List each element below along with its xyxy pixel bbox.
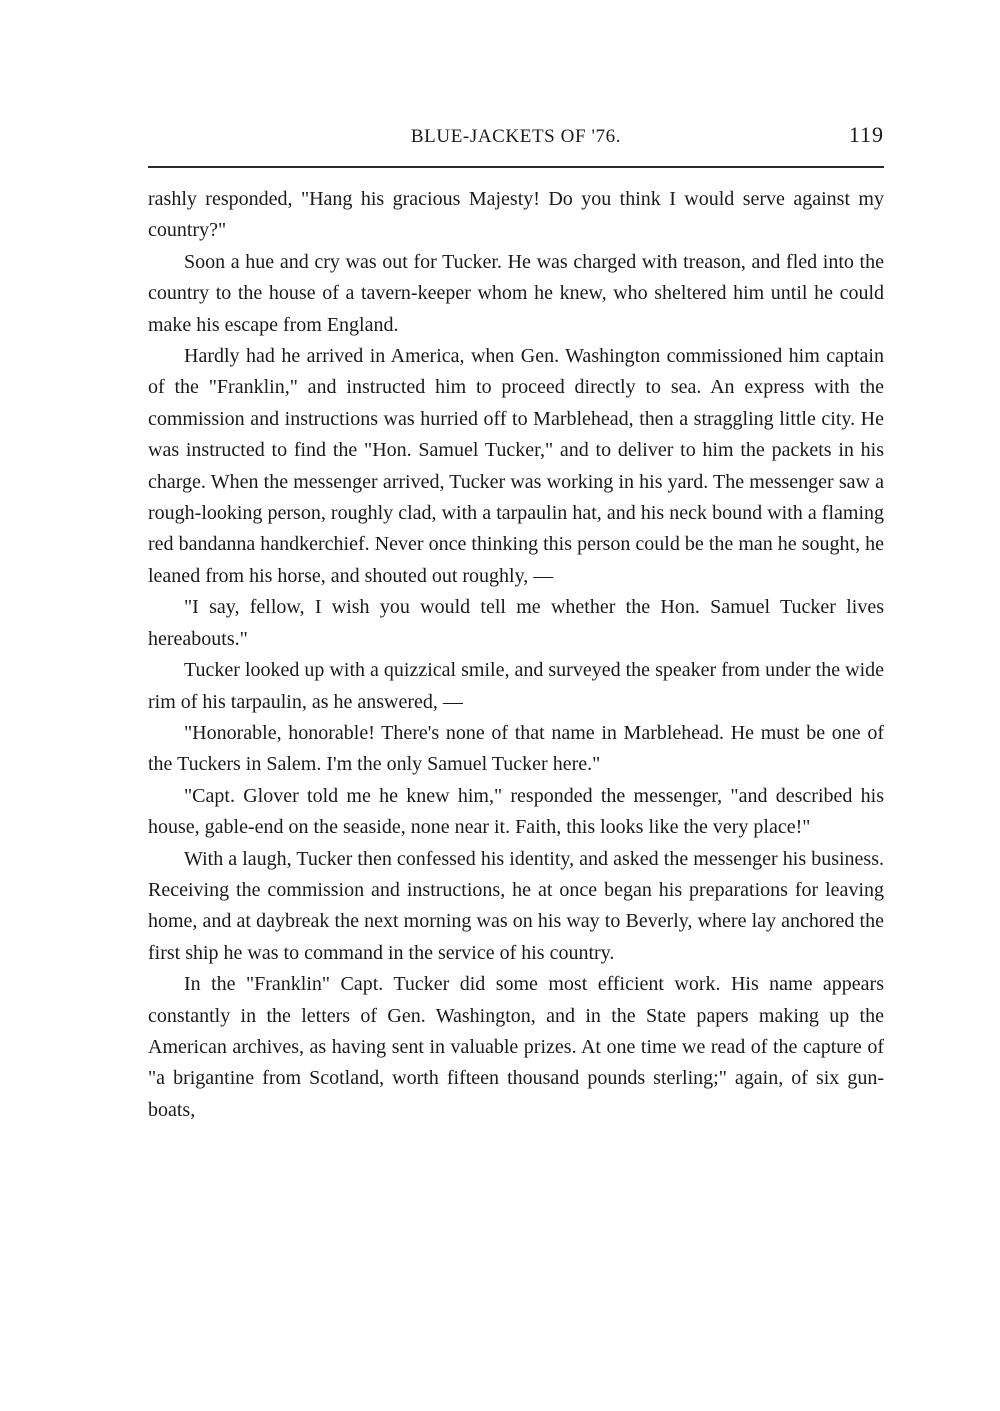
paragraph: "Honorable, honorable! There's none of that name in Marblehead. He must be one of the Tuckers in Salem. I'm the only Samuel Tucker here." <box>148 721 884 776</box>
paragraph-continued: rashly responded, "Hang his gracious Majesty! Do you think I would serve against my country?" <box>148 188 884 242</box>
paragraph: Tucker looked up with a quizzical smile, and surveyed the speaker from under the wide rim of his tarpaulin, as he answered, — <box>148 659 884 713</box>
header-rule <box>148 166 884 168</box>
paragraph: Soon a hue and cry was out for Tucker. He was charged with treason, and fled into the country to the house of a tavern-keeper whom he knew, who sheltered him until he could make his escape from England. <box>148 250 884 336</box>
paragraph: "Capt. Glover told me he knew him," responded the messenger, "and described his house, gable-end on the seaside, none near it. Faith, this looks like the very place!" <box>148 784 884 839</box>
paragraph: With a laugh, Tucker then confessed his identity, and asked the messenger his business. Receiving the commission and instructions, he at once began his preparations for leaving home, and at daybreak the next morning was on his way to Beverly, where lay anchored the first ship he was to command in the service of his country. <box>148 847 884 964</box>
running-head <box>148 122 884 152</box>
paragraph: In the "Franklin" Capt. Tucker did some most efficient work. His name appears constantly in the letters of Gen. Washington, and in the State papers making up the American archives, as having sent in valuable prizes. At one time we read of the capture of "a brigantine from Scotland, worth fifteen thousand pounds sterling;" again, of six gun-boats, <box>148 973 884 1121</box>
page-number: 119 <box>848 122 884 147</box>
paragraph: "I say, fellow, I wish you would tell me whether the Hon. Samuel Tucker lives hereabouts." <box>148 596 884 650</box>
body-text <box>148 184 884 1126</box>
running-head-title: BLUE-JACKETS OF '76. <box>410 126 622 147</box>
paragraph: Hardly had he arrived in America, when Gen. Washington commissioned him captain of the "Franklin," and instructed him to proceed directly to sea. An express with the commission and instructions was hurried off to Marblehead, then a straggling little city. He was instructed to find the "Hon. Samuel Tucker," and to deliver to him the packets in his charge. When the messenger arrived, Tucker was working in his yard. The messenger saw a rough-looking person, roughly clad, with a tarpaulin hat, and his neck bound with a flaming red bandanna handkerchief. Never once thinking this person could be the man he sought, he leaned from his horse, and shouted out roughly, — <box>148 345 884 587</box>
